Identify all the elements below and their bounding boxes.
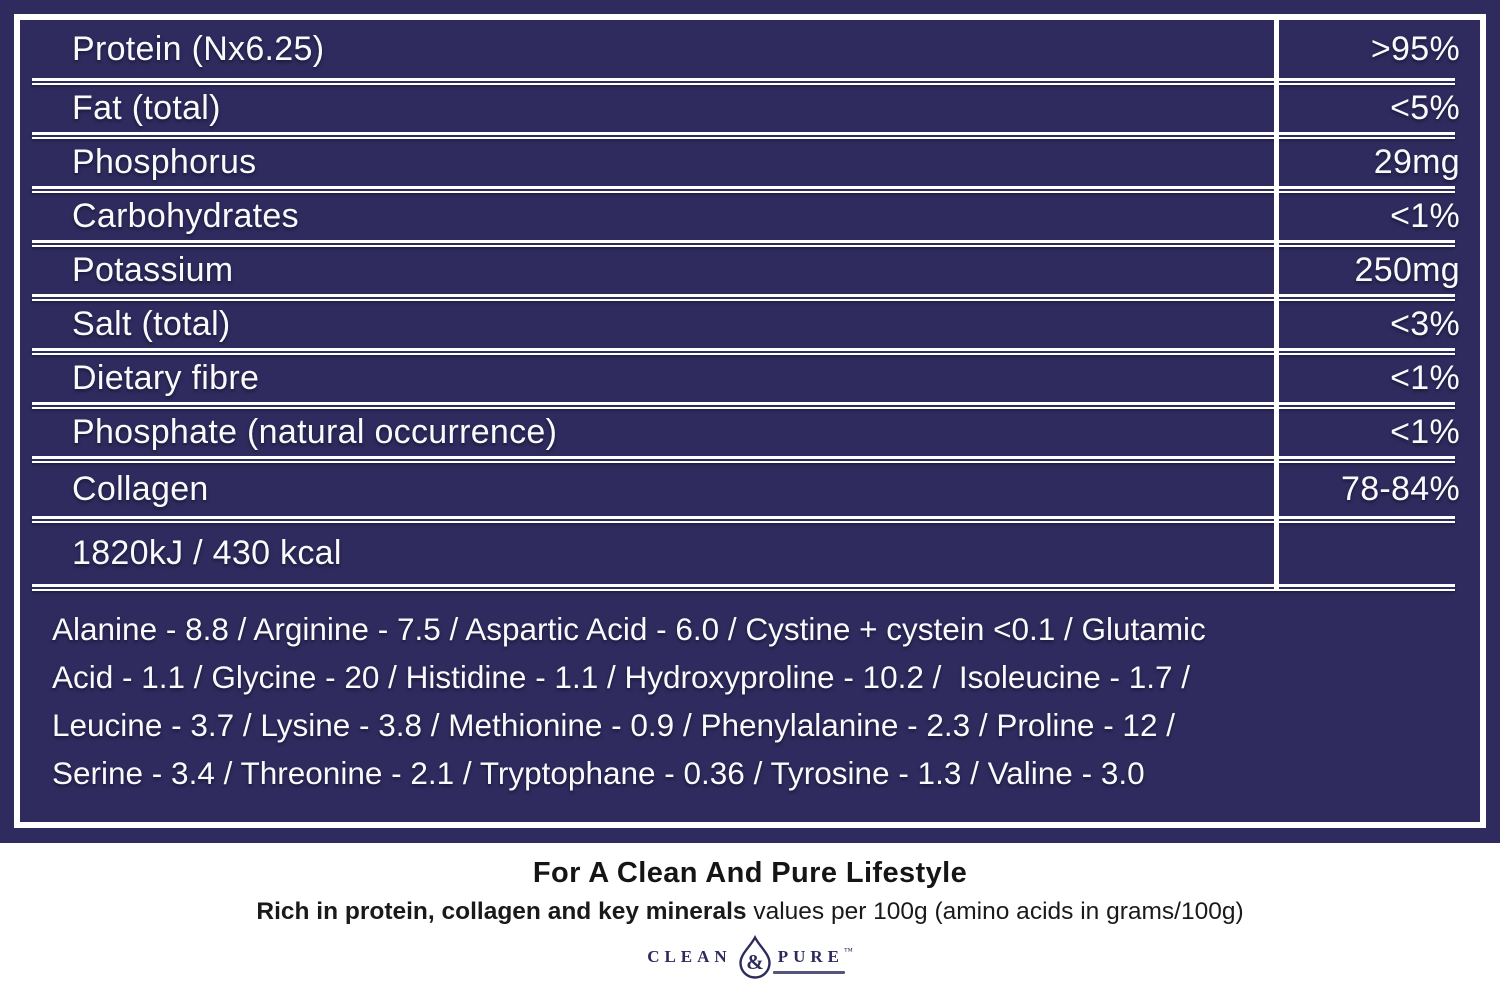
nutrient-label: Protein (Nx6.25): [72, 29, 325, 68]
amino-acids-line: Leucine - 3.7 / Lysine - 3.8 / Methionine - 0.9 / Phenylalanine - 2.3 / Proline - 12 /: [52, 707, 1175, 743]
nutrient-label: Phosphate (natural occurrence): [72, 413, 558, 451]
energy-label: 1820kJ / 430 kcal: [72, 534, 342, 572]
nutrient-value: 250mg: [1354, 251, 1460, 289]
nutrient-label: Dietary fibre: [72, 359, 260, 397]
row-divider: [32, 516, 1455, 523]
row-divider: [32, 294, 1455, 301]
logo-ampersand: &: [745, 950, 764, 974]
amino-acids-text: [20, 605, 1480, 797]
logo-pure-wrap: [778, 947, 853, 967]
panel-content: [20, 20, 1480, 822]
row-divider: [32, 132, 1455, 139]
amino-acids-line: Serine - 3.4 / Threonine - 2.1 / Tryptophane - 0.36 / Tyrosine - 1.3 / Valine - 3.0: [52, 755, 1145, 791]
row-divider: [32, 456, 1455, 463]
lifestyle-headline: For A Clean And Pure Lifestyle: [532, 857, 968, 889]
nutrient-value: <5%: [1390, 89, 1460, 127]
column-divider-line: [1274, 20, 1279, 591]
values-note-regular: values per 100g (amino acids in grams/100g): [746, 898, 1244, 925]
brand-logo: [0, 935, 1500, 979]
logo-tagline: [773, 971, 845, 974]
nutrient-value: <1%: [1390, 197, 1460, 235]
nutrient-row: [20, 193, 1480, 240]
values-note: [0, 898, 1500, 926]
nutrient-label: Fat (total): [72, 89, 221, 127]
nutrient-value: <3%: [1390, 305, 1460, 343]
logo-pure-text: PURE: [777, 947, 844, 966]
nutrient-row: [20, 139, 1480, 186]
row-divider: [32, 584, 1455, 591]
nutrient-label: Phosphorus: [72, 143, 257, 181]
energy-row: [20, 523, 1480, 584]
amino-acids-line: Acid - 1.1 / Glycine - 20 / Histidine - 1.1 / Hydroxyproline - 10.2 / Isoleucine - 1.7 /: [52, 659, 1190, 695]
nutrient-value: 78-84%: [1341, 470, 1460, 508]
nutrient-row: [20, 247, 1480, 294]
nutrient-value: 29mg: [1373, 143, 1460, 181]
amino-acids-line: Alanine - 8.8 / Arginine - 7.5 / Aspartic Acid - 6.0 / Cystine + cystein <0.1 / Glutamic: [52, 611, 1206, 647]
nutrient-row: [20, 301, 1480, 348]
nutrient-row: [20, 85, 1480, 132]
nutrient-label: Carbohydrates: [72, 197, 299, 235]
droplet-icon: [737, 935, 773, 979]
nutrient-row: [20, 463, 1480, 516]
nutrient-label: Salt (total): [72, 305, 231, 343]
nutrient-label: Collagen: [72, 470, 209, 508]
row-divider: [32, 402, 1455, 409]
values-note-bold: Rich in protein, collagen and key minerals: [256, 898, 747, 925]
row-divider: [32, 78, 1455, 85]
trademark-symbol: ™: [843, 946, 853, 956]
label-footer: [0, 843, 1500, 985]
nutrient-value: >95%: [1370, 29, 1460, 68]
logo-clean-text: CLEAN: [647, 947, 732, 966]
nutrient-row: [20, 20, 1480, 78]
row-divider: [32, 186, 1455, 193]
panel-border-frame: [14, 14, 1486, 828]
nutrient-value: <1%: [1390, 359, 1460, 397]
nutrient-row: [20, 355, 1480, 402]
nutrient-value: <1%: [1390, 413, 1460, 451]
nutrient-row: [20, 409, 1480, 456]
row-divider: [32, 348, 1455, 355]
nutrient-label: Potassium: [72, 251, 234, 289]
row-divider: [32, 240, 1455, 247]
